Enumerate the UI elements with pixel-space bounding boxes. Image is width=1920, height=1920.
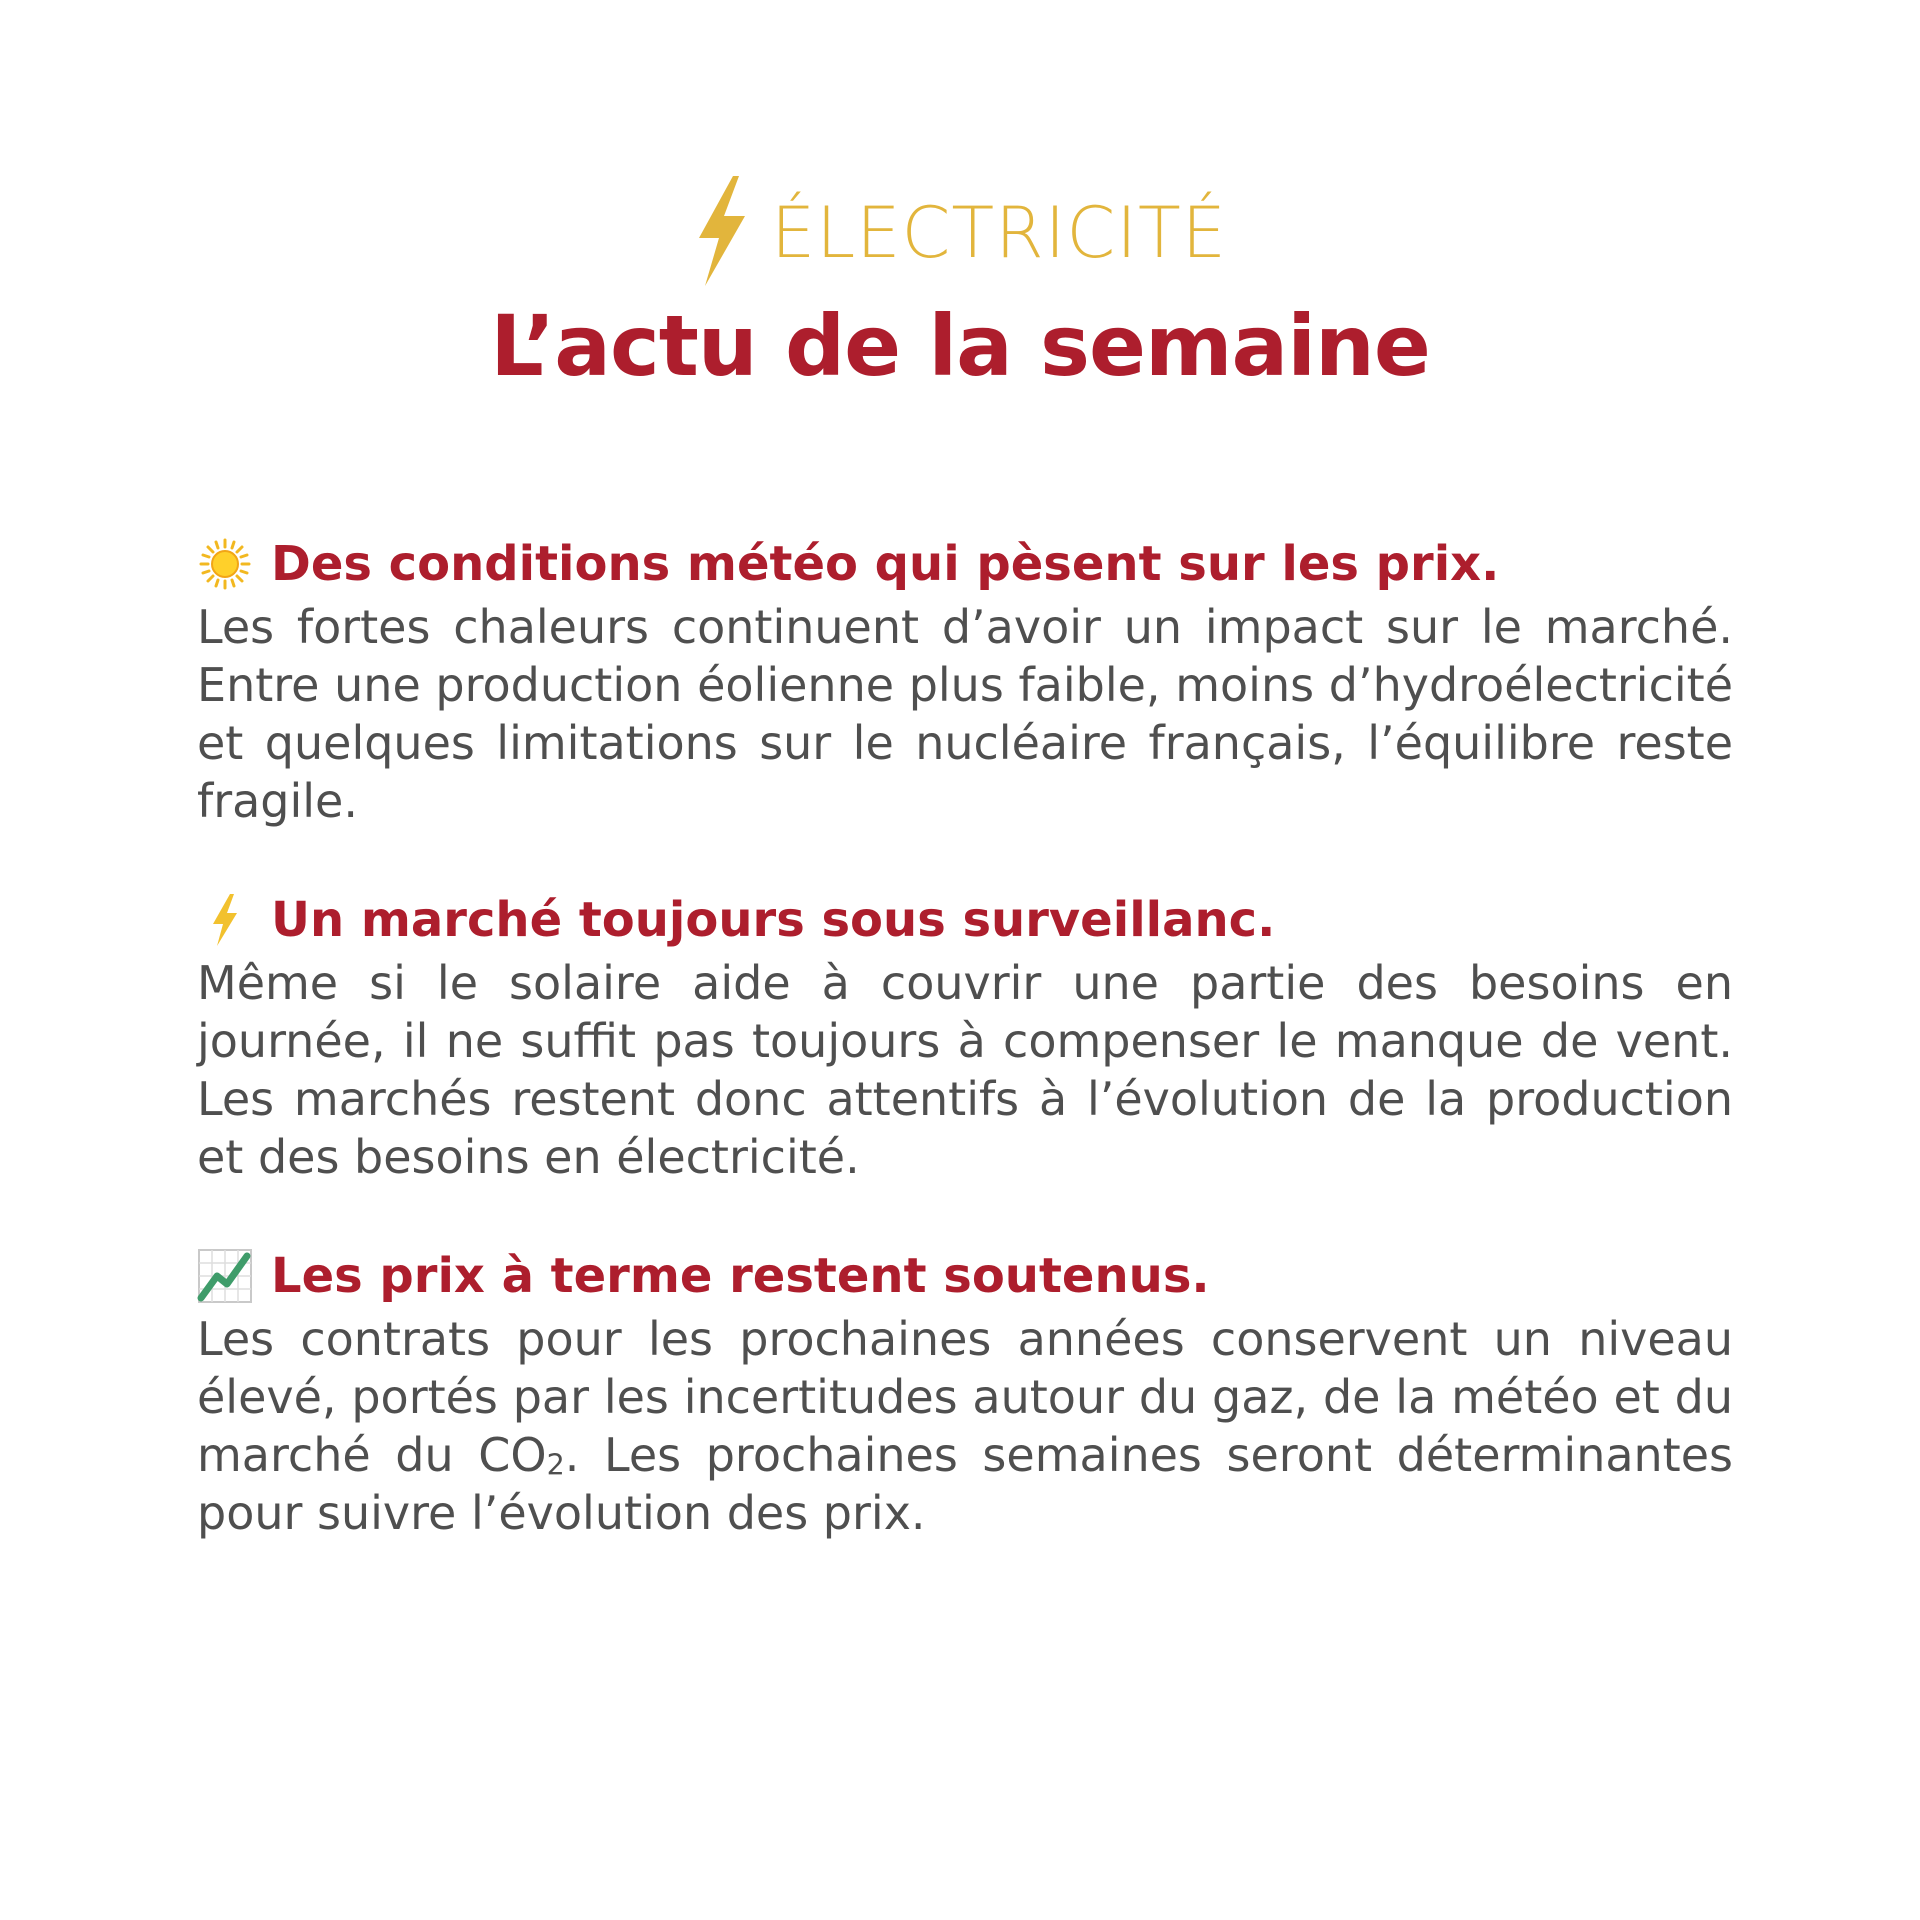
section-title: Des conditions météo qui pèsent sur les prix.: [271, 536, 1500, 592]
sun-icon: [197, 536, 253, 592]
kicker: [693, 178, 1227, 288]
body-text: . Les prochaines semaines seront déterminantes pour suivre l’évolution des prix.: [197, 1428, 1733, 1540]
section-title: Un marché toujours sous surveillanc.: [271, 892, 1276, 948]
section-body: Les fortes chaleurs continuent d’avoir un impact sur le marché. Entre une production éolienne plus faible, moins d’hydroélectricité et quelques limitations sur le nucléaire français, l’équilibre reste fragile.: [197, 600, 1733, 828]
article-sections: [197, 532, 1733, 1600]
section-heading: [197, 532, 1733, 596]
section-heading: [197, 1244, 1733, 1308]
lightning-bolt-icon: [197, 892, 253, 948]
section-title: Les prix à terme restent soutenus.: [271, 1248, 1210, 1304]
kicker-label: ÉLECTRICITÉ: [771, 192, 1227, 274]
body-text: Les contrats pour les prochaines années conservent un niveau élevé, portés par les incertitudes autour du gaz, de la météo et du marché du CO: [197, 1312, 1733, 1482]
section-market: [197, 888, 1733, 1186]
section-body: Même si le solaire aide à couvrir une partie des besoins en journée, il ne suffit pas toujours à compenser le manque de vent. Les marchés restent donc attentifs à l’évolution de la production et des besoins en électricité.: [197, 956, 1733, 1184]
subscript-2: 2: [546, 1448, 565, 1482]
section-forward-prices: [197, 1244, 1733, 1542]
header: [0, 178, 1920, 395]
chart-increasing-icon: [197, 1248, 253, 1304]
page-title: L’actu de la semaine: [490, 297, 1430, 395]
section-body: [197, 1310, 1733, 1542]
section-heading: [197, 888, 1733, 952]
section-weather: [197, 532, 1733, 830]
lightning-bolt-icon: [693, 176, 749, 290]
